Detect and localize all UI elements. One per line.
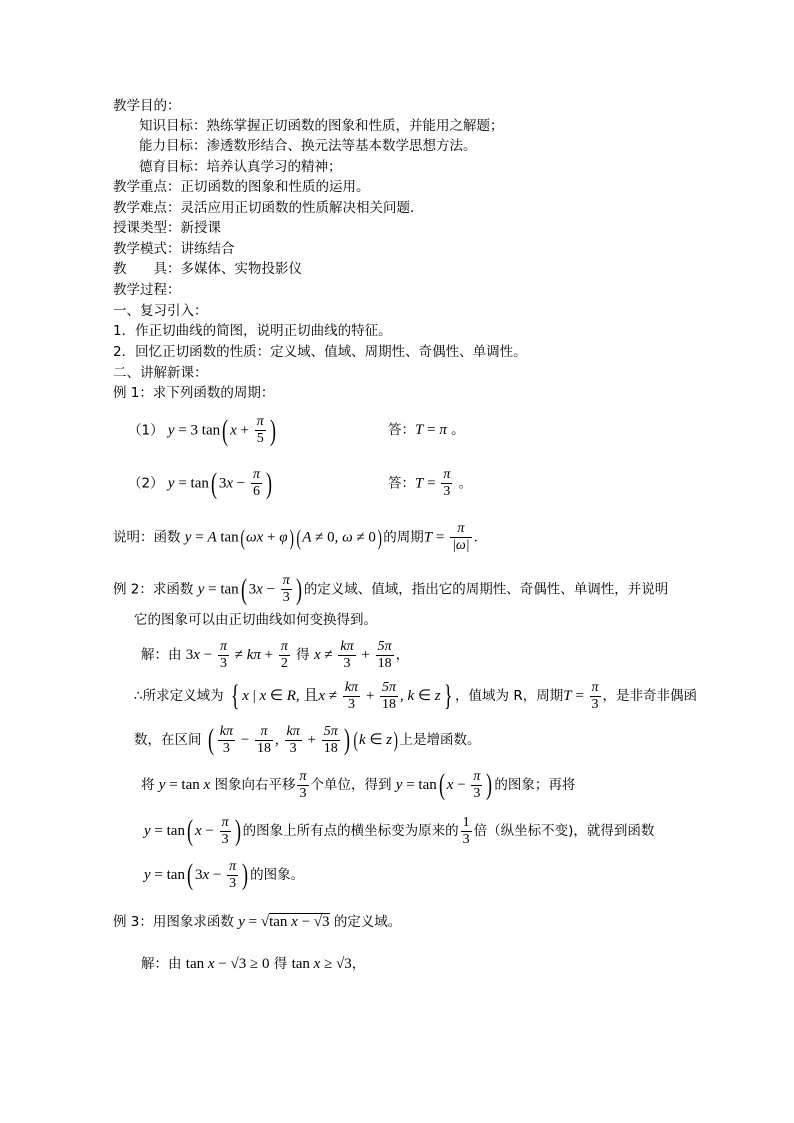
ex2-dom-b: ，值域为 R，周期 bbox=[455, 688, 564, 704]
ex2-solution-1: 解：由 3x − $\frac{\pi}{3}$ ≠ kπ + $\frac{\pi}{2}$ 得 x ≠ $\frac{k\pi}{3}$ + $\frac{5\pi}{18}$ ， bbox=[141, 638, 410, 671]
ex2-title: 例 2：求函数 y = tan( 3x − $\frac{\pi}{3}$ ) 的定义域、值域，指出它的周期性、奇偶性、单调性，并说明 bbox=[113, 572, 669, 606]
new-title: 二、讲解新课： bbox=[113, 365, 208, 381]
ex2-dom-c: ，是非奇非偶函 bbox=[602, 688, 698, 704]
goal-title: 教学目的： bbox=[113, 98, 181, 114]
note-mid: 的周期 bbox=[383, 529, 424, 546]
ability-goal: 能力目标：渗透数形结合、换元法等基本数学思想方法。 bbox=[139, 138, 477, 154]
ex2-transform-2: y = tan( x − $\frac{\pi}{3}$ ) 的图象上所有点的横坐标变为原来的 $\frac{1}{3}$ 倍（纵坐标不变)，就得到函数 bbox=[144, 814, 655, 847]
process-title: 教学过程： bbox=[113, 282, 181, 298]
ex2-tr2-a: 的图象上所有点的横坐标变为原来的 bbox=[242, 823, 459, 839]
ex1-title: 例 1：求下列函数的周期： bbox=[113, 385, 275, 401]
ex3-sol-a: 解：由 bbox=[141, 956, 182, 972]
teaching-tools: 教 具：多媒体、实物投影仪 bbox=[113, 261, 302, 277]
ex2-tr-c: 个单位，得到 bbox=[310, 777, 392, 793]
ex3-title: 例 3：用图象求函数 y = √tan x − √3 的定义域。 bbox=[113, 914, 402, 930]
knowledge-goal: 知识目标：熟练掌握正切函数的图象和性质，并能用之解题； bbox=[139, 118, 504, 134]
ex2-domain: ∴所求定义域为 { x | x ∈ R, 且x ≠ $\frac{k\pi}{3}$ + $\frac{5\pi}{18}$ , k ∈ z} ，值域为 R，周期T = $\frac{\pi}{3}$ ，是非奇非偶函 bbox=[134, 679, 698, 712]
ex2-tr3-a: 的图象。 bbox=[250, 867, 305, 883]
ex1-problem-1: （1） y = 3 tan( x + $\frac{\pi}{5}$ ) bbox=[128, 413, 276, 447]
ex2-increasing: 数，在区间 ( $\frac{k\pi}{3}$ − $\frac{\pi}{18}$ , $\frac{k\pi}{3}$ + $\frac{5\pi}{18}$ ) (k ∈ z)上是增函数。 bbox=[134, 723, 481, 756]
ex2-tr-d: 的图象；再将 bbox=[494, 777, 576, 793]
ex2-dom-a: ∴所求定义域为 bbox=[134, 688, 224, 704]
ex2-transform-1: 将 y = tan x 图象向右平移 $\frac{\pi}{3}$ 个单位，得到 y = tan( x − $\frac{\pi}{3}$ ) 的图象；再将 bbox=[141, 768, 576, 801]
ex3-solution: 解：由 tan x − √3 ≥ 0 得 tan x ≥ √3， bbox=[141, 956, 366, 972]
ex2-title-cont: 它的图象可以由正切曲线如何变换得到。 bbox=[134, 612, 377, 628]
moral-goal: 德育目标：培养认真学习的精神； bbox=[139, 159, 342, 175]
ex2-tr-b: 图象向右平移 bbox=[214, 777, 296, 793]
ex2-inc-a: 数，在区间 bbox=[134, 732, 202, 748]
period-note: 说明：函数 y = A tan(ωx + φ) (A ≠ 0, ω ≠ 0)的周期T = $\frac{\pi}{|\omega|}$ ． bbox=[113, 521, 488, 553]
note-prefix: 说明：函数 bbox=[113, 529, 181, 546]
ex1-a2-label: 答： bbox=[388, 475, 415, 492]
difficulty: 教学难点：灵活应用正切函数的性质解决相关问题． bbox=[113, 200, 424, 216]
ex1-p1-label: （1） bbox=[128, 422, 164, 439]
ex3-sol-c: ， bbox=[351, 956, 366, 972]
ex3-title-a: 例 3：用图象求函数 bbox=[113, 914, 234, 930]
ex2-tr-a: 将 bbox=[141, 777, 155, 793]
ex1-p2-label: （2） bbox=[128, 475, 164, 492]
review-item-1: 1．作正切曲线的简图，说明正切曲线的特征。 bbox=[113, 323, 392, 339]
ex1-answer-2: 答：T = $\frac{\pi}{3}$ 。 bbox=[388, 467, 473, 499]
teaching-mode: 教学模式：讲练结合 bbox=[113, 241, 235, 257]
ex1-answer-1: 答：T = π 。 bbox=[388, 422, 465, 438]
ex2-title-b: 的定义域、值域，指出它的周期性、奇偶性、单调性，并说明 bbox=[303, 581, 669, 598]
ex2-inc-b: 上是增函数。 bbox=[399, 732, 481, 748]
review-title: 一、复习引入： bbox=[113, 303, 208, 319]
ex2-sol-b: 得 bbox=[296, 647, 310, 663]
ex2-transform-3: y = tan( 3x − $\frac{\pi}{3}$ ) 的图象。 bbox=[144, 858, 305, 891]
ex2-tr2-b: 倍（纵坐标不变)，就得到函数 bbox=[473, 823, 655, 839]
lesson-type: 授课类型：新授课 bbox=[113, 220, 221, 236]
ex1-problem-2: （2） y = tan( 3x − $\frac{\pi}{6}$ ) bbox=[128, 466, 273, 500]
key-point: 教学重点：正切函数的图象和性质的运用。 bbox=[113, 179, 370, 195]
ex2-sol-a: 解：由 bbox=[141, 647, 182, 663]
ex2-title-a: 例 2：求函数 bbox=[113, 581, 194, 598]
ex3-title-b: 的定义域。 bbox=[333, 914, 402, 930]
review-item-2: 2．回忆正切函数的性质：定义域、值域、周期性、奇偶性、单调性。 bbox=[113, 344, 527, 360]
ex1-a1-label: 答： bbox=[388, 422, 415, 438]
ex3-sol-b: 得 bbox=[273, 956, 288, 972]
